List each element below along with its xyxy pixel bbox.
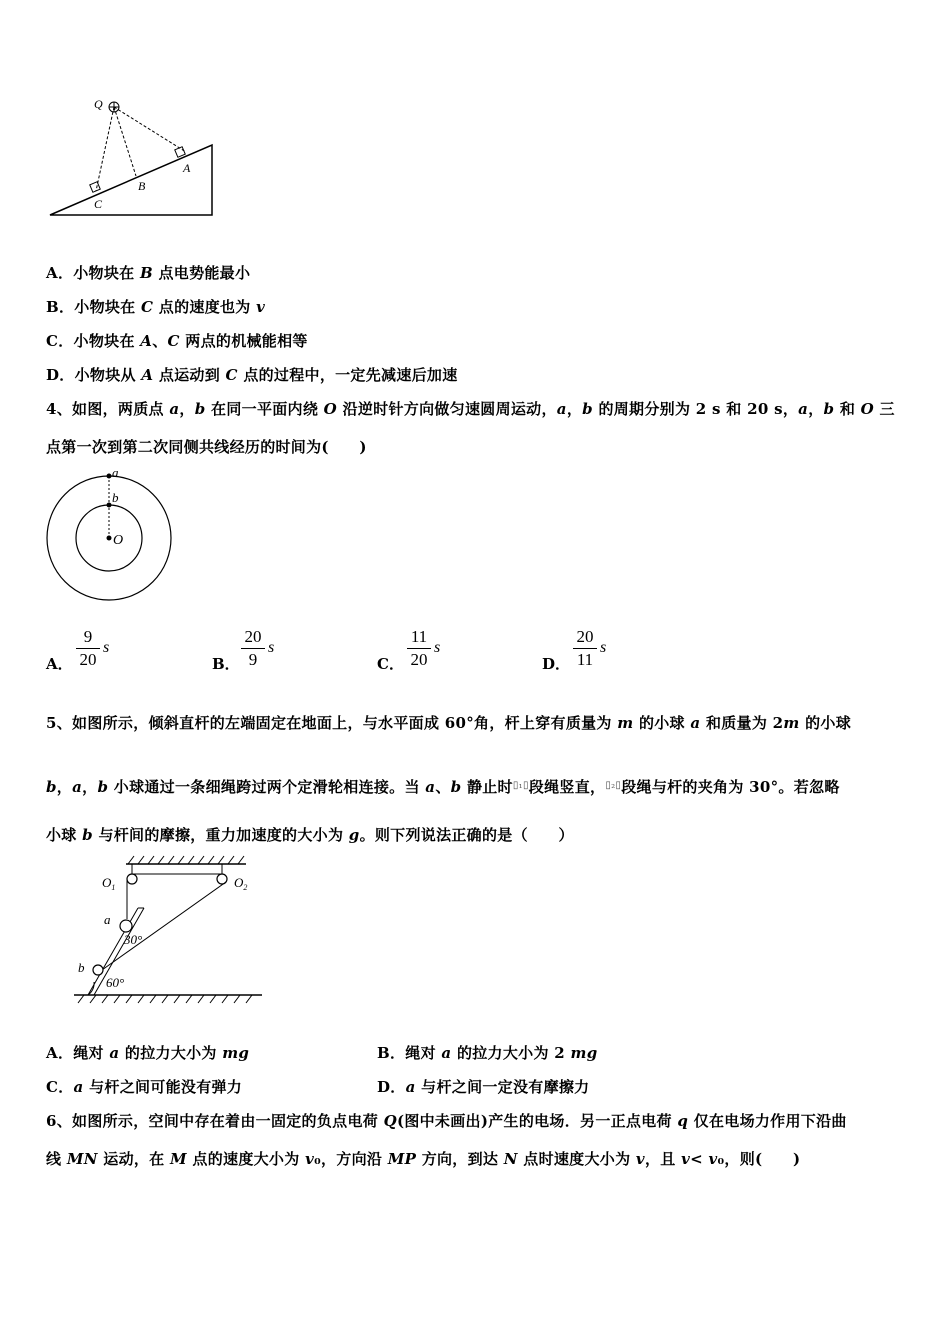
dash-qc xyxy=(96,107,114,191)
q4-stem-line2: 点第一次到第二次同侧共线经历的时间为( ) xyxy=(46,438,367,456)
q3-option-b[interactable]: B．小物块在 C 点的速度也为 v xyxy=(46,298,266,316)
label-a: a xyxy=(112,466,119,480)
dash-qa xyxy=(114,107,186,152)
label-b: b xyxy=(78,960,85,975)
label-b: b xyxy=(112,490,119,505)
q4-orbit-figure xyxy=(44,466,174,606)
label-o: O xyxy=(113,533,124,548)
incline-triangle xyxy=(50,145,212,215)
label-o2: $O_2$ xyxy=(234,875,248,892)
q6-stem-line1: 6、如图所示，空间中存在着由一固定的负点电荷 Q(图中未画出)产生的电场．另一正点电荷 q 仅在电场力作用下沿曲 xyxy=(46,1112,847,1130)
q5-stem-line1: 5、如图所示，倾斜直杆的左端固定在地面上，与水平面成 60°角，杆上穿有质量为 m 的小球 a 和质量为 2m 的小球 xyxy=(46,714,852,732)
q3-incline-figure xyxy=(40,90,270,230)
missing-glyph-icon: ▯₁▯ xyxy=(512,780,529,791)
q3-option-c[interactable]: C．小物块在 A、C 两点的机械能相等 xyxy=(46,332,308,350)
label-c: C xyxy=(94,197,103,211)
label-q: Q xyxy=(94,97,103,111)
q3-option-d[interactable]: D．小物块从 A 点运动到 C 点的过程中，一定先减速后加速 xyxy=(46,366,458,384)
point-o xyxy=(107,536,112,541)
point-b xyxy=(107,503,112,508)
q5-option-a[interactable]: A．绳对 a 的拉力大小为 mg xyxy=(46,1044,250,1062)
pulley-o1 xyxy=(127,874,137,884)
point-a xyxy=(107,474,112,479)
label-a: a xyxy=(104,912,111,927)
q5-stem-line2: b，a，b 小球通过一条细绳跨过两个定滑轮相连接。当 a、b 静止时▯₁▯段绳竖直，▯₂▯段绳与杆的夹角为 30°。若忽略 xyxy=(46,778,840,796)
ball-b xyxy=(93,965,103,975)
q3-option-a[interactable]: A．小物块在 B 点电势能最小 xyxy=(46,264,251,282)
label-b: B xyxy=(138,179,146,193)
q4-stem-line1: 4、如图，两质点 a，b 在同一平面内绕 O 沿逆时针方向做匀速圆周运动，a，b 的周期分别为 2 s 和 20 s，a，b 和 O 三 xyxy=(46,400,895,418)
label-a: A xyxy=(183,161,191,175)
label-angle-60: 60° xyxy=(106,975,125,990)
label-o1: $O_1$ xyxy=(102,875,116,892)
q5-pulley-figure xyxy=(66,852,276,1012)
ball-a xyxy=(120,920,132,932)
q5-option-c[interactable]: C．a 与杆之间可能没有弹力 xyxy=(46,1078,243,1096)
q6-stem-line2: 线 MN 运动，在 M 点的速度大小为 v₀，方向沿 MP 方向，到达 N 点时速度大小为 v，且 v< v₀，则( ) xyxy=(46,1150,801,1168)
q5-option-b[interactable]: B．绳对 a 的拉力大小为 2 mg xyxy=(377,1044,598,1062)
missing-glyph-icon: ▯₂▯ xyxy=(605,780,622,791)
label-angle-30: 30° xyxy=(124,932,143,947)
q5-option-d[interactable]: D．a 与杆之间一定没有摩擦力 xyxy=(377,1078,590,1096)
dash-qb xyxy=(114,107,136,176)
q5-stem-line3: 小球 b 与杆间的摩擦，重力加速度的大小为 g。则下列说法正确的是（ ） xyxy=(46,826,574,844)
